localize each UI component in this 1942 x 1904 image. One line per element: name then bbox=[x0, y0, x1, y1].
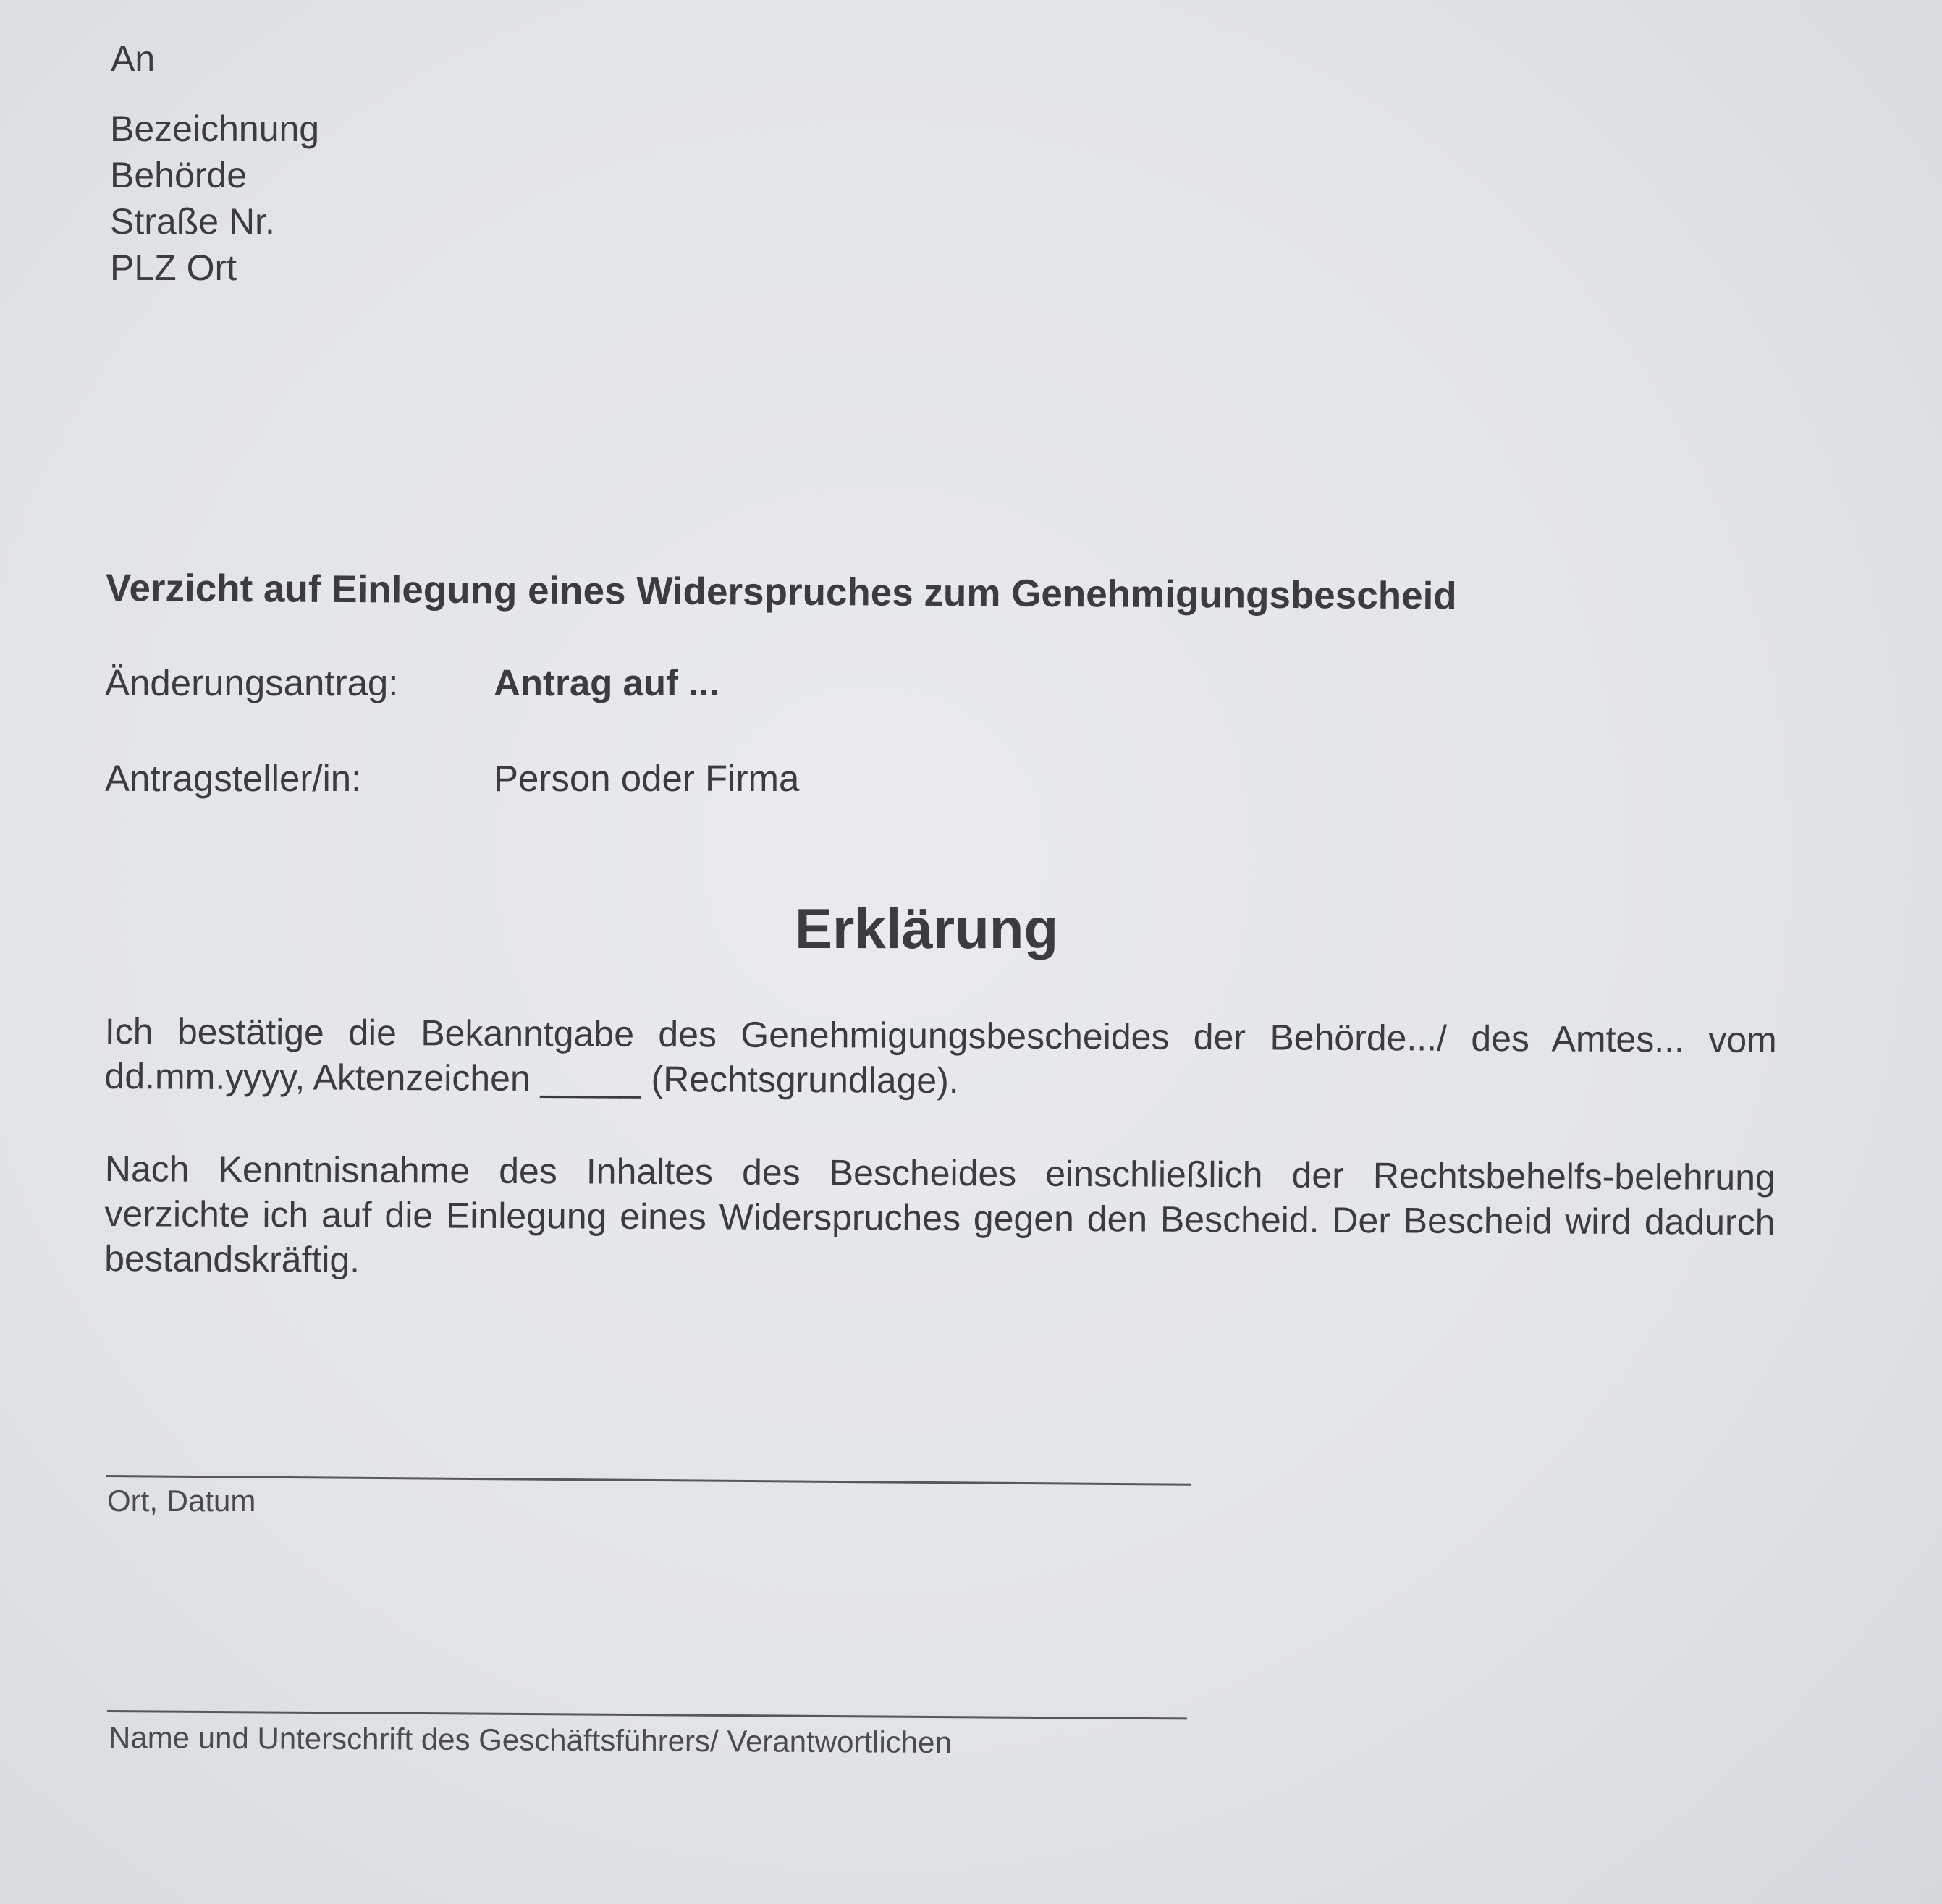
declaration-heading: Erklärung bbox=[795, 897, 1059, 960]
declaration-paragraph-2: Nach Kenntnisnahme des Inhaltes des Bescheides einschließlich der Rechtsbehelfs-belehrung verzichte ich auf die Einlegung eines Widerspruches gegen den Bescheid. Der Bescheid wird dadurch bestandskräftig. bbox=[104, 1148, 1776, 1280]
signature-caption-name: Name und Unterschrift des Geschäftsführers/ Verantwortlichen bbox=[108, 1720, 952, 1760]
recipient-name: Bezeichnung bbox=[110, 109, 320, 149]
field-value-antragsteller: Person oder Firma bbox=[494, 758, 800, 799]
subject-line: Verzicht auf Einlegung eines Widerspruches zum Genehmigungsbescheid bbox=[105, 567, 1457, 618]
recipient-address bbox=[110, 106, 319, 291]
signature-caption-place-date: Ort, Datum bbox=[107, 1484, 256, 1518]
signature-line-place-date bbox=[106, 1475, 1191, 1486]
recipient-authority: Behörde bbox=[110, 155, 248, 195]
recipient-street: Straße Nr. bbox=[110, 201, 275, 242]
recipient-salutation: An bbox=[111, 38, 156, 79]
declaration-paragraph-1: Ich bestätige die Bekanntgabe des Genehmigungsbescheides der Behörde.../ des Amtes... vom dd.mm.yyyy, Aktenzeichen _____ (Rechtsgrundlage). bbox=[104, 1011, 1777, 1101]
recipient-city: PLZ Ort bbox=[110, 247, 237, 288]
field-value-aenderungsantrag: Antrag auf ... bbox=[494, 662, 719, 703]
field-label-aenderungsantrag: Änderungsantrag: bbox=[105, 662, 399, 703]
signature-line-name bbox=[107, 1710, 1187, 1719]
field-label-antragsteller: Antragsteller/in: bbox=[105, 758, 362, 799]
